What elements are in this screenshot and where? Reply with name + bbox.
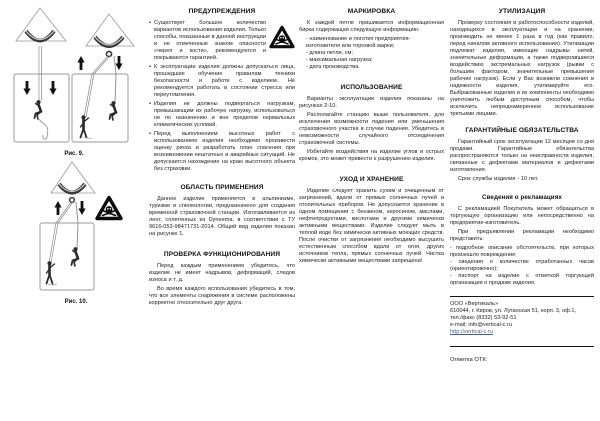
care-section-title: УХОД И ХРАНЕНИЕ: [339, 176, 404, 183]
claims-list: [450, 245, 594, 287]
figure-9-and-10-diagrams: [4, 5, 146, 416]
warning-item: [154, 20, 295, 62]
claims-item: - подробное описание обстоятельств, при которых произошло повреждение;: [450, 245, 594, 258]
company-email: e-mail: info@vertical-c.ru: [450, 322, 512, 328]
claims-paragraph: С рекламацией Покупатель может обращаться в торгующую организацию или непосредственно на предприятие-изготовитель.: [450, 206, 594, 226]
disposal-section-title: УТИЛИЗАЦИЯ: [498, 8, 546, 15]
warning-item: [154, 101, 295, 129]
warning-text: Существует большое количество вариантов использования изделия. Только способы, показанные в данной инструкции и не отмеченные знаком опасности «череп и кости», рекомендуются и покрываются гарантией.: [154, 20, 266, 61]
claims-section-title: Сведения о рекламациях: [482, 194, 562, 201]
company-name: ООО «Вертикаль»: [450, 301, 499, 307]
warnings-list: [149, 20, 295, 173]
usage-paragraph: Избегайте воздействия на изделие углов и острых кромок, это может привести к разрушению изделия.: [299, 149, 444, 162]
qc-mark-label: Отметка ОТК:: [450, 357, 488, 363]
warranty-paragraph: Срок службы изделия - 10 лет.: [458, 176, 539, 182]
warning-item: [154, 64, 295, 99]
figure-9-caption: Рис. 9.: [64, 151, 84, 157]
fig9-right-anchor: [77, 14, 134, 74]
fig10-skull-warning-icon: [97, 198, 121, 219]
function-check-section-title: ПРОВЕРКА ФУНКЦИОНИРОВАНИЯ: [163, 251, 281, 258]
warning-text: К эксплуатации изделия должны допускаться лица, прошедшие обучение правилам техники безопасности и работе с изделием. Не рекомендуется работать в состоянии стресса или переутомления.: [154, 64, 295, 98]
usage-section-title: ИСПОЛЬЗОВАНИЕ: [340, 84, 403, 91]
company-address: 610044, г. Киров, ул. Луганская 51, корп. 3, оф.1,: [450, 308, 577, 314]
figures-column: [4, 5, 146, 416]
warranty-paragraph: Гарантийный срок эксплуатации 12 месяцев со дня продажи. Гарантийные обязательства распространяются только на неисправности изделия, связанные с дефектами материалов и дефектами изготовления.: [450, 139, 594, 173]
application-text: Данное изделие применяется в альпинизме, туризме и спелеологии, предназначено для создания временной страховочной станции. Изготавливается из лент, сплетенных из Dyneema, в соответствии с ТУ 9616-053-98471731-2014. Общий вид изделия показан на рисунке 1.: [149, 196, 295, 237]
marking-intro: К каждой петле пришивается информационная бирка содержащая следующую информацию:: [299, 20, 444, 33]
marking-item: - длина петли, см;: [306, 50, 353, 56]
disposal-text: Проверку состояния и работоспособности изделий, находящихся в эксплуатации и на хранении, производить не менее 1 раза в год (как правило, перед началом активного использования). Утилизации подлежат изделия, имеющие надрывы нитей, значительные деформации, а также подвергавшиеся воздействию экстремальных нагрузок (рывки с большим фактором, значительные превышения рабочих нагрузок). Если у Вас возникли сомнения в надежности изделия, утилизируйте его. Выбракованные изделия и их компоненты необходимо уничтожить любым доступным способом, чтобы исключить непреднамеренное использование третьими лицами.: [450, 20, 594, 117]
claims-item: - паспорт на изделие с отметкой торгующей организации о продаже изделия.: [450, 273, 594, 286]
care-text: Изделие следует хранить сухим и очищенным от загрязнений, вдали от прямых солнечных лучей и отопительных приборов. Не допускается хранение в одном помещении с бензином, керосином, маслами, нефтепродуктами, кислотами и другими химически активными веществами. Изделие следует мыть в теплой воде без химически активных моющих средств. После очистки от загрязнения необходимо высушить естественным способом вдали от огня, других источников тепла, прямых солнечных лучей. Чистка химически активными веществами запрещена!: [299, 188, 444, 264]
bottom-divider: [450, 346, 594, 347]
marking-item: - дата производства.: [306, 64, 360, 70]
manufacturer-contact-block: [450, 296, 594, 336]
marking-list: [299, 36, 444, 71]
usage-paragraph: Варианты эксплуатации изделия показаны на рисунках 2-10.: [299, 96, 444, 109]
warning-text: Перед выполнением высотных работ с использованием изделия необходимо произвести оценку риска и разработать план спасения при возникновении нештатных и аварийных ситуаций. Не допускается нахождение на краю высотного объекта без страховки.: [154, 131, 295, 172]
function-check-paragraph: Во время каждого использования убедитесь в том, что все элементы снаряжения в системе расположены корректно относительно друг друга.: [149, 286, 295, 306]
fig10-anchor: [51, 162, 95, 223]
marking-item: - максимальная нагрузка;: [306, 57, 373, 63]
figure-10-caption: Рис. 10.: [64, 299, 88, 305]
disposal-warranty-column: [450, 5, 594, 416]
claims-paragraph: При предъявлении рекламации необходимо представить:: [450, 229, 594, 242]
company-website-link[interactable]: http://vertical-c.ru: [450, 329, 493, 335]
skull-warning-icon: [269, 25, 295, 49]
warnings-section-title: ПРЕДУПРЕЖДЕНИЯ: [188, 8, 256, 15]
application-section-title: ОБЛАСТЬ ПРИМЕНЕНИЯ: [180, 184, 264, 191]
fig9-left-panel: [14, 74, 69, 142]
marking-item: - наименование и логотип предприятия-изготовителя или торговой марки;: [306, 36, 411, 49]
warranty-section-title: ГАРАНТИЙНЫЕ ОБЯЗАТЕЛЬСТВА: [465, 127, 579, 134]
fig10-panel: [40, 223, 94, 290]
claims-item: - сведения о количестве отработанных часов (ориентировочно);: [450, 259, 594, 272]
warnings-column: [149, 5, 295, 309]
marking-usage-care-column: [299, 5, 444, 267]
company-phone: тел./факс (8332) 53-92-51: [450, 315, 517, 321]
marking-section-title: МАРКИРОВКА: [347, 8, 396, 15]
top-divider: [450, 296, 594, 297]
fig9-right-panel: [72, 74, 128, 142]
function-check-paragraph: Перед каждым применением убедитесь, что изделие не имеет надрывов, деформаций, следов износа и т. д.: [149, 263, 295, 283]
warning-text: Изделия не должны подвергаться нагрузкам, превышающим их рабочую нагрузку, использоваться не по назначению и вне пределов нормальных климатических условий.: [154, 101, 295, 128]
warning-item: [154, 131, 295, 173]
usage-paragraph: Располагайте станцию выше пользователя, для исключения возможности падения или уменьшения страховочного участка в случае падения. Убедитесь в невозможности случайного отсоединения страховочной системы.: [299, 112, 444, 146]
